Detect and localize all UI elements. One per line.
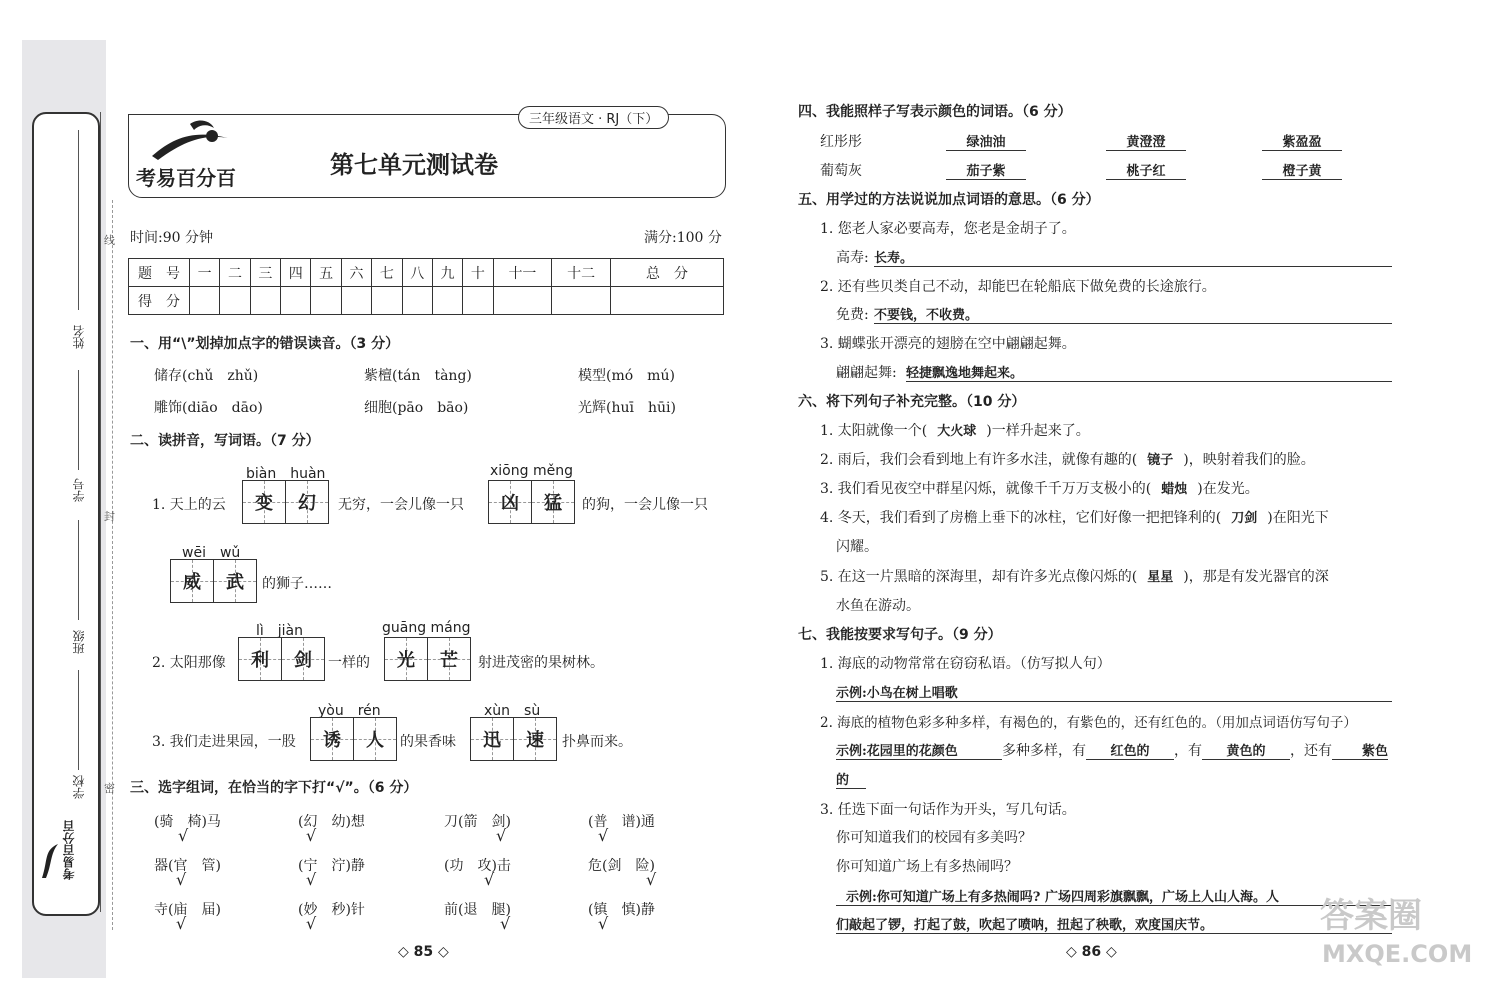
sec3-item: 寺(庙 届) [154, 902, 221, 918]
table-cell: 二 [220, 259, 250, 287]
sec5-label: 高寿: [836, 250, 869, 266]
sec7-question: 1. 海底的动物常常在窃窃私语。（仿写拟人句） [820, 656, 1111, 672]
check-mark-icon: √ [496, 826, 507, 845]
table-cell: 九 [432, 259, 462, 287]
answer-field[interactable]: 不要钱，不收费。 [874, 304, 1392, 324]
exam-time: 时间:90 分钟 [130, 230, 213, 246]
mark-seal: 封 [104, 510, 115, 523]
answer-field[interactable]: 镜子 [1147, 453, 1174, 468]
table-cell: 三 [250, 259, 280, 287]
sec6-q4 [820, 507, 1329, 527]
pinyin-7: xùn sù [484, 703, 541, 719]
name-line [78, 130, 79, 310]
sentence-part: )，那是有发光器官的深 [1183, 569, 1329, 585]
score-header-row [129, 259, 724, 287]
score-cell[interactable] [432, 287, 462, 315]
sec7-option: 你可知道广场上有多热闹吗？ [836, 859, 1018, 875]
sec1-item: 细胞(pāo bāo) [364, 400, 469, 416]
check-mark-icon: √ [306, 870, 317, 889]
section-4-title: 四、我能照样子写表示颜色的词语。（6 分） [798, 104, 1072, 120]
answer-field[interactable]: 绿油油 [946, 131, 1026, 151]
pinyin-4: lì jiàn [256, 623, 304, 639]
table-cell: 十一 [493, 259, 552, 287]
page-number-right: ◇ 86 ◇ [1066, 944, 1117, 960]
answer-char: 剑 [294, 650, 312, 671]
score-cell[interactable] [611, 287, 724, 315]
sec1-item: 储存(chǔ zhǔ) [154, 368, 259, 384]
school-line [78, 670, 79, 770]
pinyin-6: yòu rén [318, 703, 381, 719]
table-cell: 六 [341, 259, 371, 287]
score-cell[interactable] [372, 287, 402, 315]
q1-text-post: 的狗，一会儿像一只 [582, 497, 708, 513]
table-cell: 十 [463, 259, 493, 287]
sec3-item: 刀(箭 剑) [444, 814, 511, 830]
sec3-item: (镇 慎)静 [588, 902, 655, 918]
check-mark-icon: √ [176, 870, 187, 889]
id-line [78, 370, 79, 470]
sentence-part: 2. 雨后，我们会看到地上有许多水洼，就像有趣的( [820, 452, 1138, 468]
table-cell: 一 [190, 259, 220, 287]
check-mark-icon: √ [176, 914, 187, 933]
score-cell[interactable] [493, 287, 552, 315]
sec7-a2-line [836, 740, 1388, 760]
q2-text-mid: 一样的 [328, 655, 370, 671]
cut-line [112, 200, 113, 930]
score-cell[interactable] [281, 287, 311, 315]
sec6-q3 [820, 478, 1259, 498]
section-6-title: 六、将下列句子补充完整。（10 分） [798, 394, 1026, 410]
watermark-logo: 答案圈 [1320, 896, 1422, 936]
section-7-title: 七、我能按要求写句子。（9 分） [798, 627, 1002, 643]
section-3-title: 三、选字组词，在恰当的字下打“√”。（6 分） [130, 780, 418, 796]
check-mark-icon: √ [306, 826, 317, 845]
mark-line: 线 [104, 234, 115, 247]
answer-char: 幻 [298, 493, 316, 514]
table-cell: 得 分 [129, 287, 190, 315]
answer-char: 武 [226, 572, 244, 593]
q1-text-mid: 无穷，一会儿像一只 [338, 497, 464, 513]
sidebar-brand: 考易百分百 [62, 820, 76, 880]
sec6-q5 [820, 566, 1329, 586]
sec6-q1 [820, 420, 1090, 440]
page-title: 第七单元测试卷 [330, 151, 498, 179]
q2-text-pre: 2. 太阳那像 [152, 655, 226, 671]
sentence-part: 1. 太阳就像一个( [820, 423, 928, 439]
answer-field[interactable]: 黄色的 [1202, 740, 1290, 760]
sec5-question: 3. 蝴蝶张开漂亮的翅膀在空中翩翩起舞。 [820, 336, 1076, 352]
id-label: 学号 [72, 478, 86, 502]
sentence-part: 水鱼在游动。 [836, 598, 920, 614]
example-word: 葡萄灰 [820, 163, 862, 179]
sentence-part: )在发光。 [1197, 481, 1259, 497]
sec1-item: 紫檀(tán tàng) [364, 368, 472, 384]
table-cell: 四 [281, 259, 311, 287]
sec3-item: 前(退 腿) [444, 902, 511, 918]
char-box-7[interactable] [470, 717, 557, 761]
answer-char: 诱 [323, 730, 341, 751]
binding-panel [32, 112, 100, 916]
sec3-item: 危(剑 险) [588, 858, 655, 874]
answer-field[interactable]: 示例:小鸟在树上唱歌 [836, 682, 1392, 702]
answer-char: 光 [397, 650, 415, 671]
sec5-question: 2. 还有些贝类自己不动，却能巴在轮船底下做免费的长途旅行。 [820, 279, 1216, 295]
sec3-item: (幻 幼)想 [298, 814, 365, 830]
sentence-part: 5. 在这一片黑暗的深海里，却有许多光点像闪烁的( [820, 569, 1138, 585]
check-mark-icon: √ [178, 826, 189, 845]
answer-field[interactable]: 大火球 [937, 424, 977, 439]
sentence-part: 3. 我们看见夜空中群星闪烁，就像千千万万支极小的( [820, 481, 1152, 497]
check-mark-icon: √ [646, 870, 657, 889]
q3-text-mid: 的果香味 [400, 734, 456, 750]
check-mark-icon: √ [500, 914, 511, 933]
school-label: 学校 [72, 775, 86, 799]
pinyin-3: wēi wǔ [182, 545, 241, 561]
q2-text-post: 射进茂密的果树林。 [478, 655, 604, 671]
score-cell[interactable] [463, 287, 493, 315]
sec3-item: (宁 泞)静 [298, 858, 365, 874]
q1-text-pre: 1. 天上的云 [152, 497, 226, 513]
answer-field[interactable]: 的 [836, 769, 866, 789]
check-mark-icon: √ [598, 914, 609, 933]
sentence-part: ，还有 [1290, 743, 1332, 759]
sentence-part: 闪耀。 [836, 539, 878, 555]
section-1-title: 一、用“\”划掉加点字的错误读音。（3 分） [130, 336, 400, 352]
sentence-part: ，有 [1174, 743, 1202, 759]
score-cell[interactable] [190, 287, 220, 315]
answer-char: 迅 [483, 730, 501, 751]
name-label: 姓名 [72, 325, 86, 349]
score-cell[interactable] [220, 287, 250, 315]
watermark-url: MXQE.COM [1322, 940, 1473, 968]
sec1-item: 光辉(huī hūi) [578, 400, 676, 416]
check-mark-icon: √ [484, 870, 495, 889]
answer-field[interactable]: 茄子紫 [946, 160, 1026, 180]
score-cell[interactable] [552, 287, 611, 315]
sec3-item: (普 谱)通 [588, 814, 655, 830]
sec5-label: 翩翩起舞: [836, 365, 897, 381]
section-2-title: 二、读拼音，写词语。（7 分） [130, 433, 320, 449]
brand-logo-icon [150, 116, 230, 162]
score-cell[interactable] [402, 287, 432, 315]
grade-tag: 三年级语文 · RJ（下） [518, 106, 669, 129]
class-label: 班级 [72, 630, 86, 654]
score-cell[interactable] [250, 287, 280, 315]
sec7-question: 3. 任选下面一句话作为开头，写几句话。 [820, 802, 1076, 818]
sentence-part: )，映射着我们的脸。 [1183, 452, 1315, 468]
class-line [78, 520, 79, 620]
answer-field[interactable]: 星星 [1147, 570, 1174, 585]
q3-text-pre: 3. 我们走进果园，一股 [152, 734, 296, 750]
pinyin-5: guāng máng [382, 620, 471, 636]
sidebar-logo-icon [38, 840, 60, 880]
answer-field[interactable]: 刀剑 [1231, 511, 1258, 526]
binding-line [100, 112, 101, 912]
q3-text-post: 扑鼻而来。 [562, 734, 632, 750]
char-box-4[interactable] [238, 637, 325, 681]
sec1-item: 模型(mó mú) [578, 368, 675, 384]
answer-field[interactable]: 长寿。 [874, 247, 1392, 267]
score-table [128, 258, 724, 315]
sec7-option: 你可知道我们的校园有多美吗？ [836, 830, 1032, 846]
answer-field[interactable]: 红色的 [1086, 740, 1174, 760]
char-box-1[interactable] [242, 480, 329, 524]
char-box-3[interactable] [170, 559, 257, 603]
answer-field[interactable]: 紫盈盈 [1262, 131, 1342, 151]
table-cell: 题 号 [129, 259, 190, 287]
char-box-2[interactable] [488, 480, 575, 524]
page-number-left: ◇ 85 ◇ [398, 944, 449, 960]
answer-field[interactable]: 们敲起了锣，打起了鼓，吹起了喷呐，扭起了秧歌，欢度国庆节。 [836, 914, 1392, 934]
sentence-part: )在阳光下 [1267, 510, 1329, 526]
answer-field[interactable]: 示例:花园里的花颜色 [836, 740, 1002, 760]
answer-char: 威 [183, 572, 201, 593]
score-cell[interactable] [341, 287, 371, 315]
section-5-title: 五、用学过的方法说说加点词语的意思。（6 分） [798, 192, 1100, 208]
check-mark-icon: √ [598, 826, 609, 845]
answer-field[interactable]: 紫色 [1332, 740, 1388, 760]
char-box-5[interactable] [384, 637, 471, 681]
example-word: 红彤彤 [820, 134, 862, 150]
sec5-question: 1. 您老人家必要高寿，您老是金胡子了。 [820, 221, 1076, 237]
mark-secret: 密 [104, 782, 115, 795]
sec6-q2 [820, 449, 1315, 469]
answer-char: 人 [366, 730, 384, 751]
answer-field[interactable]: 黄澄澄 [1106, 131, 1186, 151]
answer-char: 凶 [501, 493, 519, 514]
score-value-row [129, 287, 724, 315]
q1-text-end: 的狮子…… [262, 576, 332, 592]
table-cell: 七 [372, 259, 402, 287]
table-cell: 十二 [552, 259, 611, 287]
answer-char: 猛 [544, 493, 562, 514]
answer-char: 利 [251, 650, 269, 671]
char-box-6[interactable] [310, 717, 397, 761]
score-cell[interactable] [311, 287, 341, 315]
sec3-item: (骑 椅)马 [154, 814, 221, 830]
sec3-item: 器(官 管) [154, 858, 221, 874]
sentence-part: 4. 冬天，我们看到了房檐上垂下的冰柱，它们好像一把把锋利的( [820, 510, 1222, 526]
sec5-label: 免费: [836, 307, 869, 323]
sec3-item: (功 攻)击 [444, 858, 511, 874]
answer-field[interactable]: 桃子红 [1106, 160, 1186, 180]
table-cell: 总 分 [611, 259, 724, 287]
sec3-item: (妙 秒)针 [298, 902, 365, 918]
sentence-part: 多种多样，有 [1002, 743, 1086, 759]
answer-field[interactable]: 橙子黄 [1262, 160, 1342, 180]
pinyin-2: xiōng měng [490, 463, 573, 479]
brand-text: 考易百分百 [136, 166, 236, 190]
table-cell: 五 [311, 259, 341, 287]
answer-char: 芒 [440, 650, 458, 671]
table-cell: 八 [402, 259, 432, 287]
sentence-part: )一样升起来了。 [986, 423, 1090, 439]
check-mark-icon: √ [306, 914, 317, 933]
answer-field[interactable]: 蜡烛 [1161, 482, 1188, 497]
sec7-question: 2. 海底的植物色彩多种多样，有褐色的，有紫色的，还有红色的。（用加点词语仿写句子） [820, 715, 1357, 731]
answer-field[interactable]: 轻捷飘逸地舞起来。 [906, 362, 1392, 382]
pinyin-1: biàn huàn [246, 466, 326, 482]
answer-char: 速 [526, 730, 544, 751]
answer-char: 变 [255, 493, 273, 514]
full-score: 满分:100 分 [644, 230, 722, 246]
sec1-item: 雕饰(diāo dāo) [154, 400, 263, 416]
answer-field[interactable]: 示例:你可知道广场上有多热闹吗? 广场四周彩旗飘飘，广场上人山人海。人 [836, 886, 1392, 906]
